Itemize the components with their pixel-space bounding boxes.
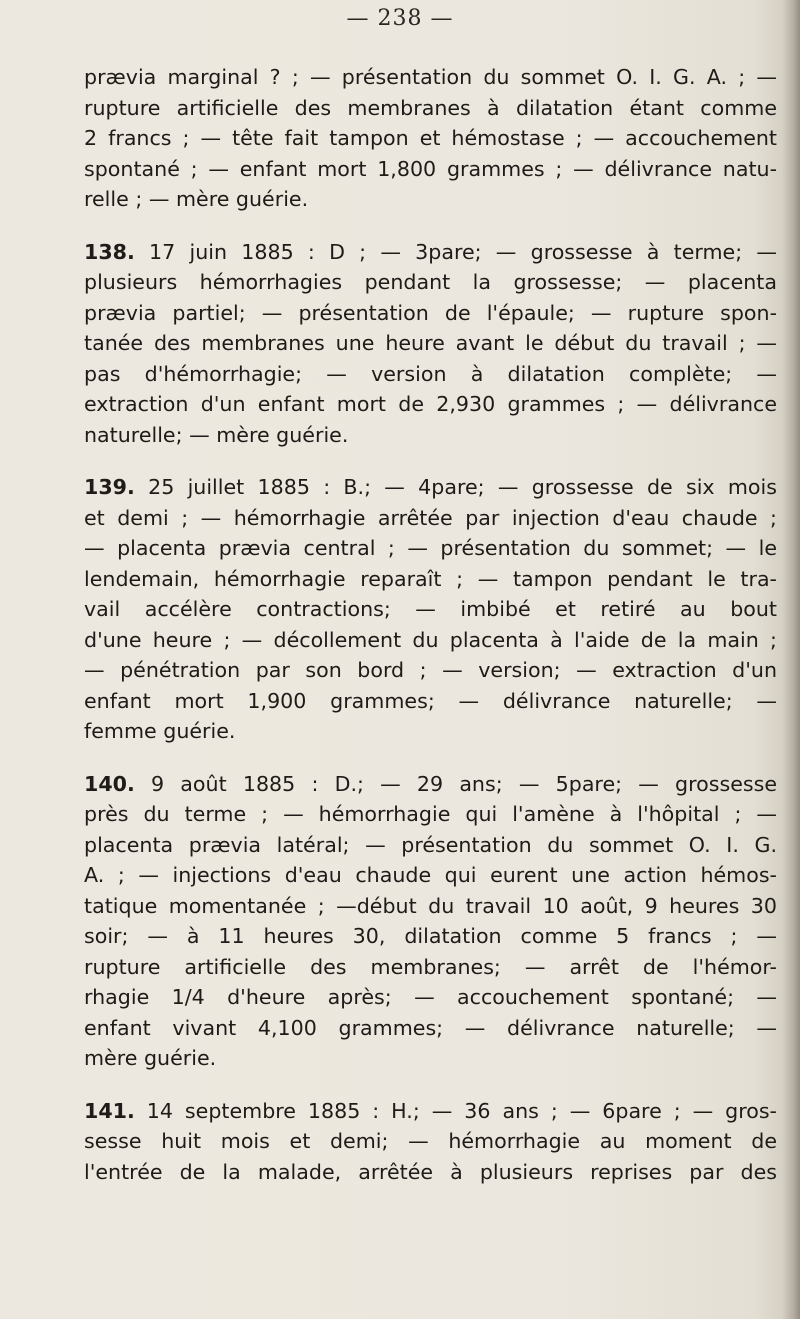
text-line: spontané ; — enfant mort 1,800 grammes ; — délivrance natu- — [84, 156, 777, 181]
text-line: prævia partiel; — présentation de l'épaule; — rupture spon- — [84, 300, 777, 325]
text-line: rupture artificielle des membranes; — arrêt de l'hémor- — [84, 954, 777, 979]
text-line: tatique momentanée ; —début du travail 10 août, 9 heures 30 — [84, 893, 777, 918]
text-line: tanée des membranes une heure avant le début du travail ; — — [84, 331, 777, 355]
text-line: rhagie 1/4 d'heure après; — accouchement spontané; — — [84, 985, 777, 1009]
text-line: plusieurs hémorrhagies pendant la grossesse; — placenta — [84, 270, 777, 294]
text-line: placenta prævia latéral; — présentation du sommet O. I. G. — [84, 832, 777, 857]
text-line — [84, 769, 777, 800]
text-line-rest: 17 juin 1885 : D ; — 3pare; — grossesse à terme; — — [134, 239, 777, 264]
text-line-rest: 9 août 1885 : D.; — 29 ans; — 5pare; — grossesse — [134, 771, 777, 796]
page-edge-shadow — [782, 0, 800, 1319]
page-body — [84, 62, 777, 1209]
text-line: vail accélère contractions; — imbibé et retiré au bout — [84, 597, 777, 621]
text-line: — placenta prævia central ; — présentation du sommet; — le — [84, 536, 777, 560]
text-line: près du terme ; — hémorrhagie qui l'amène à l'hôpital ; — — [84, 802, 777, 826]
case-entry-140 — [84, 769, 777, 1074]
case-entry-139 — [84, 472, 777, 747]
text-line: d'une heure ; — décollement du placenta à l'aide de la main ; — [84, 627, 777, 652]
text-line: — pénétration par son bord ; — version; — extraction d'un — [84, 658, 777, 682]
text-line: enfant vivant 4,100 grammes; — délivrance naturelle; — — [84, 1015, 777, 1040]
text-line: rupture artificielle des membranes à dilatation étant comme — [84, 95, 777, 120]
text-line — [84, 237, 777, 268]
text-line: naturelle; — mère guérie. — [84, 422, 349, 447]
text-line: mère guérie. — [84, 1046, 217, 1070]
case-number: 140. — [84, 771, 135, 796]
text-line: femme guérie. — [84, 719, 236, 743]
page-number: — 238 — — [346, 6, 454, 31]
text-line — [84, 1096, 777, 1127]
text-line: pas d'hémorrhagie; — version à dilatation complète; — — [84, 361, 777, 386]
text-line: sesse huit mois et demi; — hémorrhagie au moment de — [84, 1129, 777, 1153]
case-entry-138 — [84, 237, 777, 451]
case-number: 141. — [84, 1098, 135, 1123]
text-line-rest: 14 septembre 1885 : H.; — 36 ans ; — 6pare ; — gros- — [134, 1098, 777, 1123]
text-line: prævia marginal ? ; — présentation du sommet O. I. G. A. ; — — [84, 65, 777, 89]
text-line — [84, 472, 777, 503]
case-entry-141 — [84, 1096, 777, 1188]
text-line: soir; — à 11 heures 30, dilatation comme 5 francs ; — — [84, 924, 777, 948]
text-line-rest: 25 juillet 1885 : B.; — 4pare; — grossesse de six mois — [134, 475, 777, 499]
text-line: lendemain, hémorrhagie reparaît ; — tampon pendant le tra- — [84, 566, 777, 591]
paragraph-continued — [84, 62, 777, 215]
text-line: et demi ; — hémorrhagie arrêtée par injection d'eau chaude ; — [84, 505, 777, 530]
text-line: relle ; — mère guérie. — [84, 187, 309, 211]
text-line: extraction d'un enfant mort de 2,930 grammes ; — délivrance — [84, 392, 777, 416]
case-number: 139. — [84, 475, 135, 499]
text-line: enfant mort 1,900 grammes; — délivrance naturelle; — — [84, 688, 777, 713]
text-line: A. ; — injections d'eau chaude qui eurent une action hémos- — [84, 863, 777, 887]
text-line: l'entrée de la malade, arrêtée à plusieurs reprises par des — [84, 1159, 777, 1184]
case-number: 138. — [84, 239, 135, 264]
text-line: 2 francs ; — tête fait tampon et hémostase ; — accouchement — [84, 126, 777, 150]
